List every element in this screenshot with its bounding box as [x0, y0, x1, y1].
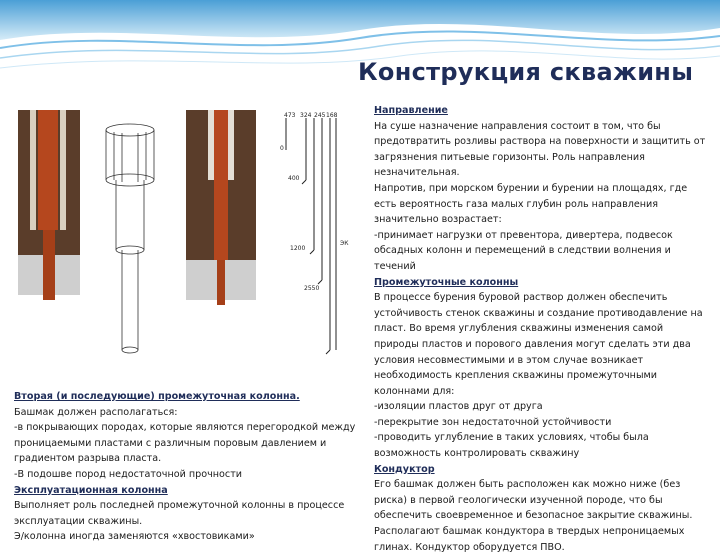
production-heading: Эксплуатационная колонна [14, 484, 168, 496]
wireframe-casing-illustration [106, 124, 154, 353]
depth-label: 1200 [290, 245, 306, 252]
depth-label: 0 [280, 145, 284, 152]
second-string-text: Башмак должен располагаться: -в покрывающих породах, которые являются перегородкой между проницаемыми пластами с различным поровым давлением и градиентом разрыва пласта. -В подошве пород недостаточной прочности [14, 406, 356, 480]
diameter-label: 324 [300, 112, 312, 119]
direction-heading: Направление [374, 105, 448, 116]
intermediate-heading: Промежуточные колонны [374, 276, 519, 288]
left-text-block [14, 389, 362, 545]
page-title: Конструкция скважины [358, 58, 694, 86]
diameter-label: 168 [326, 112, 338, 119]
well-construction-figure [18, 110, 368, 380]
conductor-text: Его башмак должен быть расположен как можно ниже (без риска) в первой геологически изученной породе, что бы обеспечить своевременное и безопасное закрытие скважины. Располагают башмак кондуктора в твердых непроницаемых глинах. Кондуктор оборудуется ПВО. [374, 479, 693, 553]
right-text-block [374, 103, 710, 555]
production-text: Выполняет роль последней промежуточной колонны в процессе эксплуатации скважины. Э/колонна иногда заменяются «хвостовиками» [14, 500, 345, 543]
conductor-heading: Кондуктор [374, 463, 435, 475]
depth-label: 2550 [304, 285, 320, 292]
second-string-heading: Вторая (и последующие) промежуточная колонна. [14, 391, 300, 402]
diameter-label: 245 [314, 112, 326, 119]
casing-in-rock-illustration [18, 110, 80, 380]
side-label: ЭК [340, 240, 349, 247]
well-schematic [286, 118, 336, 354]
intermediate-text: В процессе бурения буровой раствор должен обеспечить устойчивость стенок скважины и создание противодавление на пласт. Во время углубления скважины изменения самой природы пластов и порового давления могут сделать эти два условия несовместимыми и в этом случае возникает необходимость крепления скважины промежуточными колоннами для: -изоляции пластов друг от друга -перекрытие зон недостаточной устойчивости -проводить углубление в таких условиях, чтобы была возможность контролировать скважину [374, 292, 703, 460]
direction-text: На суше назначение направления состоит в том, что бы предотвратить розливы раствора на поверхности и защитить от загрязнения питьевые горизонты. Роль направления незначительная. Напротив, при морском бурении и бурении на площадях, где есть вероятность газа малых глубин роль направления значительно возрастает: -принимает нагрузки от превентора, дивертера, подвесок обсадных колонн и перемещений в следствии волнения и течений [374, 120, 706, 272]
casing-string-in-rock-illustration [186, 110, 256, 305]
diameter-label: 473 [284, 112, 296, 119]
depth-label: 400 [288, 175, 300, 182]
